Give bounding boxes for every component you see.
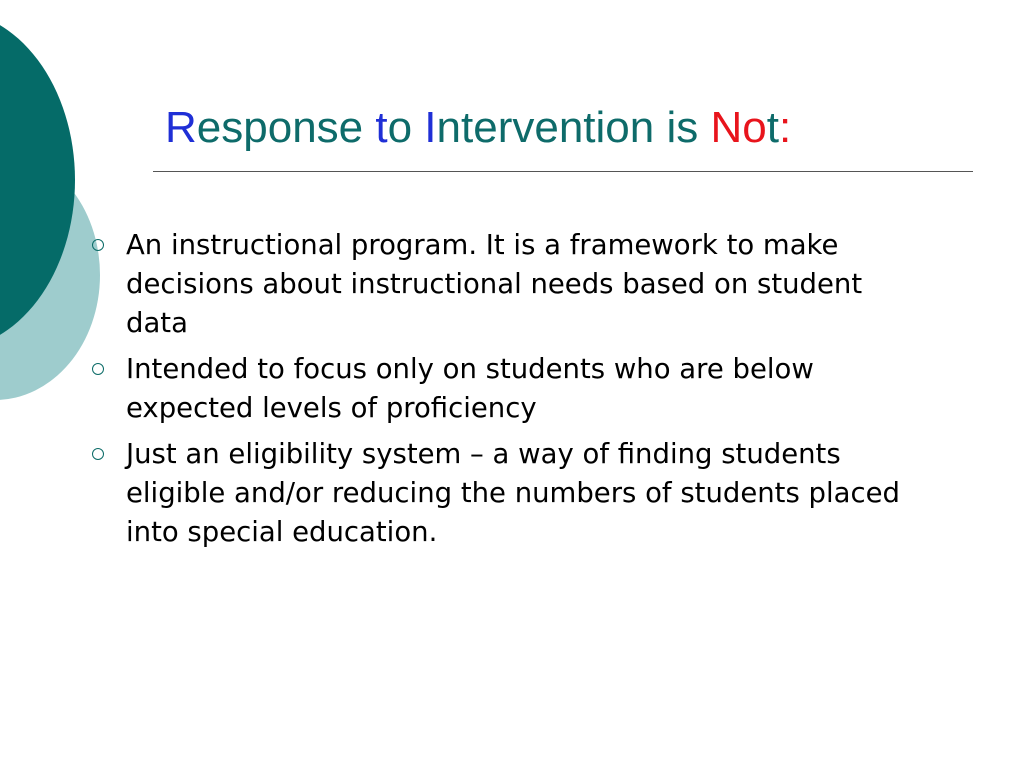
title-divider bbox=[153, 171, 973, 172]
title-letter-i: I bbox=[424, 103, 437, 152]
bullet-text: An instructional program. It is a framework to make decisions about instructional needs based on student data bbox=[126, 229, 863, 339]
title-text-esponse: esponse bbox=[196, 103, 376, 152]
title-text-ntervention-is: ntervention is bbox=[436, 103, 711, 152]
bullet-list bbox=[90, 226, 920, 559]
title-colon: : bbox=[778, 103, 792, 152]
bullet-item bbox=[90, 350, 920, 428]
title-text-o: o bbox=[387, 103, 425, 152]
title-letter-t-end: t bbox=[766, 103, 779, 152]
bullet-item bbox=[90, 226, 920, 343]
hollow-circle-bullet-icon bbox=[92, 448, 104, 460]
bullet-item bbox=[90, 435, 920, 552]
title-letter-r: R bbox=[165, 103, 197, 152]
title-text-no: No bbox=[710, 103, 767, 152]
slide-title bbox=[165, 100, 985, 156]
hollow-circle-bullet-icon bbox=[92, 363, 104, 375]
bullet-text: Intended to focus only on students who are below expected levels of proficiency bbox=[126, 353, 814, 424]
hollow-circle-bullet-icon bbox=[92, 239, 104, 251]
bullet-text: Just an eligibility system – a way of finding students eligible and/or reducing the numbers of students placed into special education. bbox=[126, 438, 900, 548]
title-letter-t: t bbox=[375, 103, 388, 152]
